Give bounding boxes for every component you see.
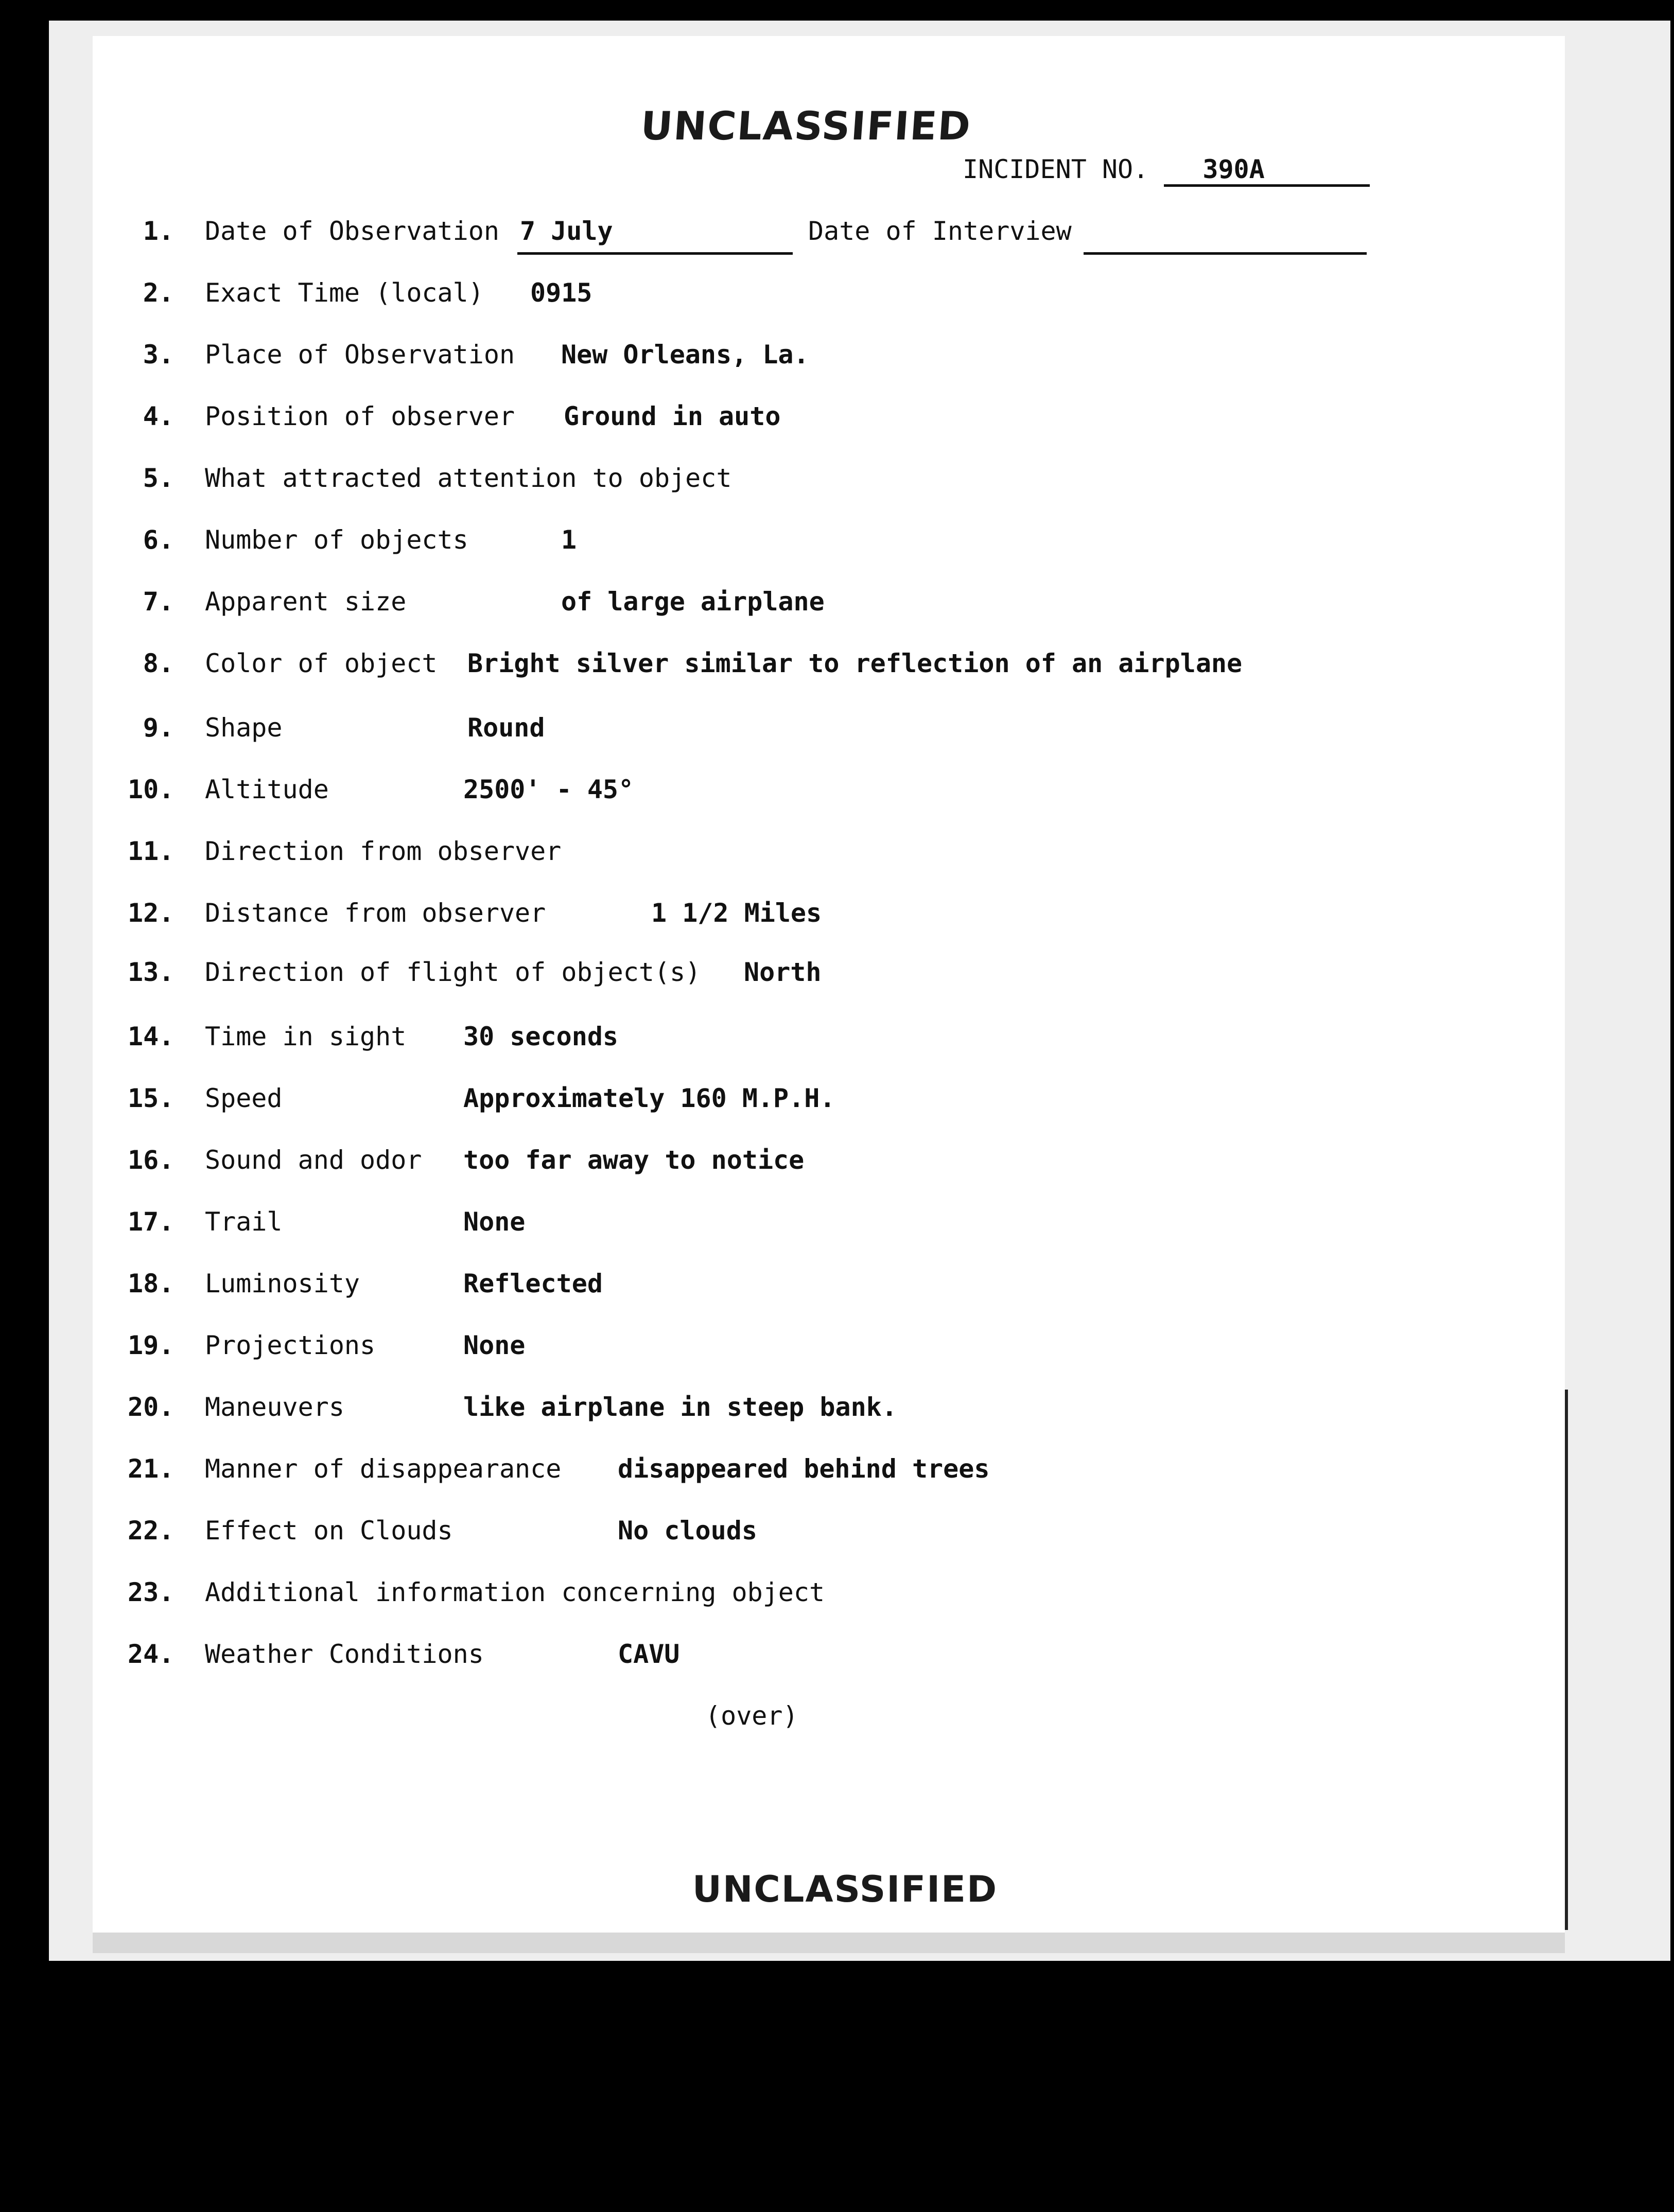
item-value: of large airplane: [561, 587, 825, 617]
item-label: Shape: [205, 713, 283, 743]
item-label: Luminosity: [205, 1269, 360, 1298]
item-value: None: [463, 1207, 526, 1237]
item-number: 6.: [143, 525, 174, 555]
page-shadow: [93, 1933, 1565, 1953]
item-number: 24.: [128, 1639, 175, 1669]
item-label: Apparent size: [205, 587, 407, 617]
item-label: Speed: [205, 1083, 283, 1113]
item-value: Ground in auto: [564, 401, 781, 431]
item-number: 5.: [143, 463, 174, 493]
item-number: 4.: [143, 401, 174, 431]
item-number: 14.: [128, 1022, 175, 1051]
item-number: 1.: [143, 216, 174, 246]
item-label: Date of Observation: [205, 216, 499, 246]
item-number: 15.: [128, 1083, 175, 1113]
item-value: too far away to notice: [463, 1145, 805, 1175]
item-label: Direction of flight of object(s): [205, 957, 701, 987]
item-label: Trail: [205, 1207, 283, 1237]
item-number: 10.: [128, 775, 175, 804]
item-label: Maneuvers: [205, 1392, 344, 1422]
item-number: 20.: [128, 1392, 175, 1422]
item-label: Projections: [205, 1330, 376, 1360]
classification-stamp-top: UNCLASSIFIED: [639, 103, 973, 149]
item-label: Manner of disappearance: [205, 1454, 562, 1484]
item-value: 1 1/2 Miles: [651, 898, 822, 928]
item-label: What attracted attention to object: [205, 463, 732, 493]
item-value: No clouds: [618, 1516, 757, 1546]
item-value: Round: [467, 713, 545, 743]
item-number: 8.: [143, 648, 174, 678]
item-label: Sound and odor: [205, 1145, 422, 1175]
item-value: 2500' - 45°: [463, 775, 634, 804]
item-number: 18.: [128, 1269, 175, 1298]
item-number: 13.: [128, 957, 175, 987]
item-value: None: [463, 1330, 526, 1360]
item-label: Weather Conditions: [205, 1639, 484, 1669]
over-note: (over): [705, 1701, 798, 1731]
item-label: Place of Observation: [205, 340, 515, 370]
item-value: North: [744, 957, 822, 987]
item-value: 0915: [530, 278, 592, 308]
item-number: 9.: [143, 713, 174, 743]
item-value: Approximately 160 M.P.H.: [463, 1083, 835, 1113]
edge-line: [1565, 1390, 1568, 1930]
classification-stamp-bottom: UNCLASSIFIED: [692, 1868, 998, 1910]
item-label: Exact Time (local): [205, 278, 484, 308]
item-label: Additional information concerning object: [205, 1577, 825, 1607]
item-number: 16.: [128, 1145, 175, 1175]
item-label: Position of observer: [205, 401, 515, 431]
item-value: disappeared behind trees: [618, 1454, 990, 1484]
item-value: Reflected: [463, 1269, 603, 1298]
item-label: Time in sight: [205, 1022, 407, 1051]
interview-date-line: [1084, 216, 1367, 255]
item-number: 12.: [128, 898, 175, 928]
item-label: Effect on Clouds: [205, 1516, 453, 1546]
item-number: 2.: [143, 278, 174, 308]
item-number: 3.: [143, 340, 174, 370]
item-number: 23.: [128, 1577, 175, 1607]
item-label: Color of object: [205, 648, 438, 678]
item-number: 17.: [128, 1207, 175, 1237]
item-value: 1: [561, 525, 577, 555]
incident-label: INCIDENT NO.: [963, 154, 1149, 184]
interview-label: Date of Interview: [808, 216, 1072, 246]
item-label: Direction from observer: [205, 836, 562, 866]
item-number: 21.: [128, 1454, 175, 1484]
item-label: Number of objects: [205, 525, 468, 555]
item-value: 7 July: [520, 216, 613, 246]
item-number: 7.: [143, 587, 174, 617]
item-value: New Orleans, La.: [561, 340, 809, 370]
item-number: 11.: [128, 836, 175, 866]
incident-number: [963, 154, 1370, 187]
item-label: Distance from observer: [205, 898, 546, 928]
incident-value: 390A: [1164, 154, 1370, 187]
item-number: 19.: [128, 1330, 175, 1360]
item-value: CAVU: [618, 1639, 680, 1669]
item-label: Altitude: [205, 775, 329, 804]
item-value: Bright silver similar to reflection of an airplane: [467, 648, 1243, 678]
item-value: 30 seconds: [463, 1022, 619, 1051]
item-value: like airplane in steep bank.: [463, 1392, 897, 1422]
item-number: 22.: [128, 1516, 175, 1546]
